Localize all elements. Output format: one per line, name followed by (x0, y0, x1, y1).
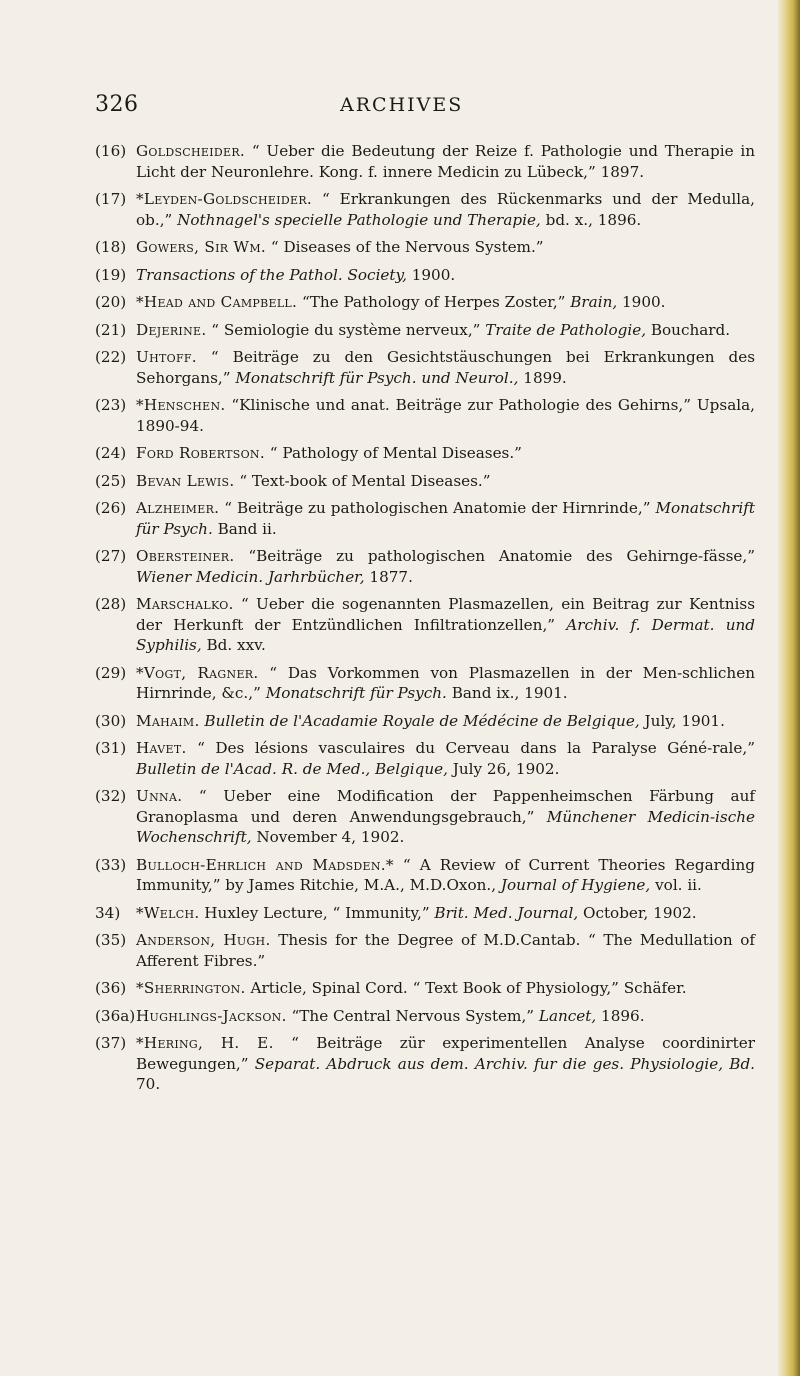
reference-number: (26) (95, 499, 127, 517)
reference-number: (20) (95, 293, 127, 311)
reference-author: Ford Robertson. (136, 444, 265, 462)
reference-source: Lancet, (538, 1006, 597, 1025)
reference-source: Bulletin de l'Acadamie Royale de Médécine de Belgique, (204, 711, 640, 730)
reference-source: Nothnagel's specielle Pathologie und Therapie, (177, 210, 541, 229)
reference-item (95, 594, 755, 656)
reference-item (95, 498, 755, 539)
reference-author: *Head and Campbell. (136, 293, 298, 311)
reference-number: (18) (95, 238, 127, 256)
reference-source: Brain, (570, 293, 618, 311)
reference-text: “ Das Vorkommen von Plasmazellen in der Men-schlichen Hirnrinde, &c.,” (136, 663, 755, 702)
reference-text: “Beiträge zu pathologischen Anatomie des Gehirnge-fässe,” (234, 547, 755, 565)
reference-item (95, 711, 755, 732)
reference-item (95, 395, 755, 436)
reference-item (95, 930, 755, 971)
reference-author: Obersteiner. (136, 547, 235, 565)
reference-item (95, 738, 755, 779)
reference-number: (22) (95, 348, 127, 366)
reference-text: “The Pathology of Herpes Zoster,” (297, 293, 571, 311)
reference-number: (17) (95, 190, 127, 208)
reference-number: (36) (95, 979, 127, 997)
reference-list (95, 141, 755, 1102)
reference-tail: bd. x., 1896. (540, 210, 642, 229)
reference-tail: 1900. (617, 293, 666, 311)
reference-number: (33) (95, 855, 127, 874)
reference-text: “ Semiologie du système nerveux,” (206, 320, 486, 339)
reference-source: Journal of Hygiene, (500, 876, 651, 894)
reference-text: Thesis for the Degree of M.D.Cantab. “ The Medullation of Afferent Fibres.” (136, 931, 755, 970)
reference-text: “ Beiträge zu den Gesichtstäuschungen bei Erkrankungen des Sehorgans,” (136, 348, 755, 387)
reference-author: Anderson, Hugh. (136, 931, 271, 949)
reference-author: *Hering, H. E. (136, 1034, 274, 1052)
reference-item (95, 1006, 755, 1027)
reference-item (95, 443, 755, 464)
reference-text: “ Erkrankungen des Rückenmarks und der Medulla, ob.,” (136, 190, 755, 229)
reference-author: Gowers, Sir Wm. (136, 238, 267, 256)
reference-text: “ Ueber eine Modification der Pappenheimschen Färbung auf Granoplasma und deren Anwendungsgebrauch,” (136, 787, 755, 826)
reference-text: “ Pathology of Mental Diseases.” (264, 444, 522, 462)
reference-tail: 70. (136, 1075, 161, 1093)
page-header (0, 92, 800, 122)
reference-item (95, 855, 755, 896)
reference-tail: Band ii. (212, 519, 277, 538)
reference-author: Mahaim. (136, 711, 200, 730)
reference-number: (16) (95, 142, 127, 160)
reference-source: Bulletin de l'Acad. R. de Med., Belgique, (136, 759, 448, 778)
reference-source: Traite de Pathologie, (485, 320, 647, 339)
reference-text: “ Ueber die sogenannten Plasmazellen, ein Beitrag zur Kentniss der Herkunft der Entzündlichen Infiltrationzellen,” (136, 595, 755, 634)
page-number: 326 (95, 92, 139, 117)
reference-item (95, 237, 755, 258)
reference-item (95, 903, 755, 924)
reference-item (95, 265, 755, 286)
reference-tail: Band ix., 1901. (446, 684, 568, 702)
reference-item (95, 978, 755, 999)
reference-text: “ Ueber die Bedeutung der Reize f. Pathologie und Therapie in Licht der Neuronlehre. Kong. f. innere Medicin zu Lübeck,” 1897. (136, 142, 755, 181)
reference-number: (36a) (95, 1006, 136, 1025)
reference-author: Uhtoff. (136, 348, 197, 366)
reference-text: “The Central Nervous System,” (286, 1006, 539, 1025)
reference-tail: 1900. (406, 265, 456, 284)
reference-tail: October, 1902. (578, 903, 697, 922)
reference-text: “ Text-book of Mental Diseases.” (234, 471, 491, 490)
reference-number: (35) (95, 931, 127, 949)
reference-item (95, 546, 755, 587)
reference-number: (30) (95, 711, 127, 730)
reference-number: (24) (95, 444, 127, 462)
reference-number: (37) (95, 1034, 127, 1052)
reference-tail: 1877. (364, 567, 413, 586)
reference-number: (27) (95, 547, 127, 565)
reference-source: Monatschrift für Psych. (265, 684, 447, 702)
reference-number: (31) (95, 739, 127, 757)
reference-author: *Sherrington. (136, 979, 246, 997)
reference-text: “Klinische und anat. Beiträge zur Pathologie des Gehirns,” Upsala, 1890-94. (136, 396, 755, 435)
reference-source: Brit. Med. Journal, (434, 903, 579, 922)
reference-item (95, 292, 755, 313)
reference-text: “ Diseases of the Nervous System.” (266, 238, 544, 256)
reference-source: Archiv. f. Dermat. und Syphilis, (136, 615, 755, 654)
reference-text: Huxley Lecture, “ Immunity,” (199, 903, 435, 922)
reference-author: Hughlings-Jackson. (136, 1006, 287, 1025)
reference-item (95, 471, 755, 492)
reference-source: Wiener Medicin. Jarhrbücher, (136, 567, 365, 586)
reference-text: “ A Review of Current Theories Regarding Immunity,” by James Ritchie, M.A., M.D.Oxon., (136, 855, 755, 894)
reference-number: (29) (95, 663, 127, 682)
reference-item (95, 189, 755, 230)
running-head: ARCHIVES (340, 94, 464, 116)
reference-item (95, 320, 755, 341)
reference-item (95, 347, 755, 388)
reference-tail: 1899. (518, 368, 567, 387)
reference-item (95, 663, 755, 704)
reference-author: Unna. (136, 787, 183, 805)
reference-tail: July, 1901. (639, 711, 725, 730)
reference-author: Havet. (136, 739, 187, 757)
reference-text: “ Beiträge zür experimentellen Analyse coordinirter Bewegungen,” (136, 1034, 755, 1073)
reference-source: Münchener Medicin-ische Wochenschrift, (136, 807, 755, 846)
page-edge (778, 0, 800, 1376)
reference-tail: Bd. xxv. (201, 636, 266, 654)
reference-author: *Vogt, Ragner. (136, 663, 259, 682)
reference-tail: vol. ii. (650, 876, 702, 894)
reference-author: Bevan Lewis. (136, 471, 235, 490)
reference-number: (32) (95, 787, 127, 805)
reference-number: (23) (95, 396, 127, 414)
reference-text: “ Des lésions vasculaires du Cerveau dans la Paralyse Géné-rale,” (186, 739, 755, 757)
reference-author: Dejerine. (136, 320, 207, 339)
reference-number: 34) (95, 903, 121, 922)
reference-author: Bulloch-Ehrlich and Madsden.* (136, 855, 394, 874)
reference-source: Transactions of the Pathol. Society, (136, 265, 407, 284)
reference-number: (19) (95, 265, 127, 284)
reference-tail: Bouchard. (646, 320, 731, 339)
reference-item (95, 141, 755, 182)
reference-author: *Welch. (136, 903, 200, 922)
reference-text: Article, Spinal Cord. “ Text Book of Physiology,” Schäfer. (245, 979, 687, 997)
reference-number: (28) (95, 595, 127, 613)
reference-author: Marschalko. (136, 595, 234, 613)
reference-author: Goldscheider. (136, 142, 246, 160)
reference-author: *Henschen. (136, 396, 226, 414)
reference-source: Separat. Abdruck aus dem. Archiv. fur die ges. Physiologie, Bd. (254, 1054, 755, 1073)
reference-source: Monatschrift für Psych. und Neurol., (235, 368, 519, 387)
reference-number: (25) (95, 471, 127, 490)
reference-author: Alzheimer. (136, 499, 220, 517)
reference-tail: 1896. (596, 1006, 645, 1025)
reference-tail: November 4, 1902. (251, 828, 405, 846)
reference-item (95, 1033, 755, 1095)
reference-author: *Leyden-Goldscheider. (136, 190, 313, 208)
reference-text: “ Beiträge zu pathologischen Anatomie der Hirnrinde,” (219, 499, 656, 517)
reference-item (95, 786, 755, 848)
reference-tail: July 26, 1902. (447, 759, 560, 778)
reference-number: (21) (95, 320, 127, 339)
reference-source: Monatschrift für Psych. (136, 499, 755, 538)
